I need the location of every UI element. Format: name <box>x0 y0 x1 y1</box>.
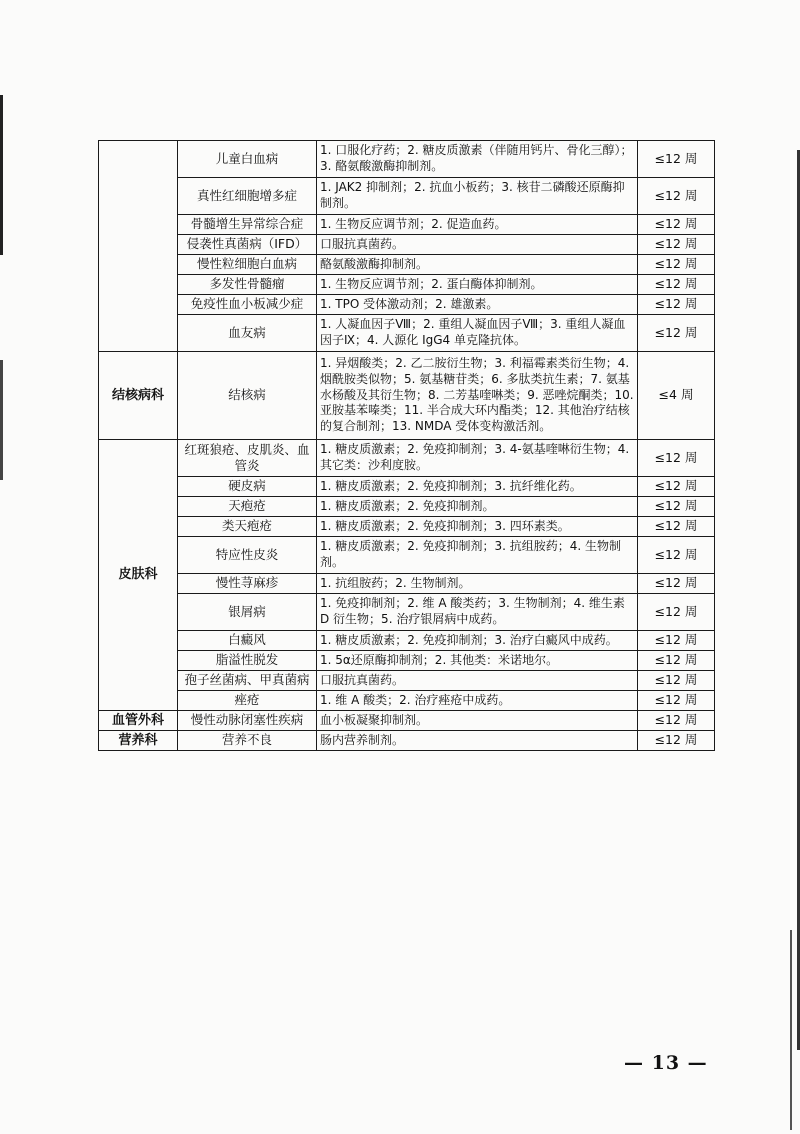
duration-cell: ≤12 周 <box>638 477 715 497</box>
table-row <box>99 631 715 651</box>
table-row <box>99 477 715 497</box>
disease-cell: 结核病 <box>178 352 317 440</box>
drug-cell: 1. 口服化疗药；2. 糖皮质激素（伴随用钙片、骨化三醇）；3. 酪氨酸激酶抑制剂。 <box>317 141 638 178</box>
drug-cell: 1. TPO 受体激动剂；2. 雄激素。 <box>317 295 638 315</box>
table-row <box>99 711 715 731</box>
table-row <box>99 537 715 574</box>
duration-cell: ≤12 周 <box>638 275 715 295</box>
medication-duration-table <box>98 140 715 751</box>
disease-cell: 孢子丝菌病、甲真菌病 <box>178 671 317 691</box>
table-row <box>99 651 715 671</box>
table-row <box>99 497 715 517</box>
disease-cell: 慢性动脉闭塞性疾病 <box>178 711 317 731</box>
disease-cell: 骨髓增生异常综合症 <box>178 215 317 235</box>
disease-cell: 免疫性血小板减少症 <box>178 295 317 315</box>
scan-edge-mark <box>0 95 3 255</box>
department-cell <box>99 141 178 352</box>
drug-cell: 1. 糖皮质激素；2. 免疫抑制剂；3. 4-氨基喹啉衍生物；4. 其它类：沙利度胺。 <box>317 440 638 477</box>
table-row <box>99 235 715 255</box>
duration-cell: ≤12 周 <box>638 574 715 594</box>
duration-cell: ≤12 周 <box>638 215 715 235</box>
disease-cell: 类天疱疮 <box>178 517 317 537</box>
disease-cell: 血友病 <box>178 315 317 352</box>
drug-cell: 酪氨酸激酶抑制剂。 <box>317 255 638 275</box>
table-row <box>99 574 715 594</box>
disease-cell: 多发性骨髓瘤 <box>178 275 317 295</box>
duration-cell: ≤4 周 <box>638 352 715 440</box>
disease-cell: 银屑病 <box>178 594 317 631</box>
disease-cell: 儿童白血病 <box>178 141 317 178</box>
duration-cell: ≤12 周 <box>638 295 715 315</box>
drug-cell: 血小板凝聚抑制剂。 <box>317 711 638 731</box>
duration-cell: ≤12 周 <box>638 255 715 275</box>
drug-cell: 1. 5α还原酶抑制剂；2. 其他类：米诺地尔。 <box>317 651 638 671</box>
drug-cell: 1. JAK2 抑制剂；2. 抗血小板药；3. 核苷二磷酸还原酶抑制剂。 <box>317 178 638 215</box>
drug-cell: 1. 免疫抑制剂；2. 维 A 酸类药；3. 生物制剂；4. 维生素 D 衍生物；5. 治疗银屑病中成药。 <box>317 594 638 631</box>
page-number: — 13 — <box>624 1052 708 1074</box>
disease-cell: 慢性荨麻疹 <box>178 574 317 594</box>
disease-cell: 白癜风 <box>178 631 317 651</box>
disease-cell: 侵袭性真菌病（IFD） <box>178 235 317 255</box>
duration-cell: ≤12 周 <box>638 651 715 671</box>
drug-cell: 1. 糖皮质激素；2. 免疫抑制剂；3. 抗纤维化药。 <box>317 477 638 497</box>
duration-cell: ≤12 周 <box>638 731 715 751</box>
table-row <box>99 178 715 215</box>
drug-cell: 肠内营养制剂。 <box>317 731 638 751</box>
drug-cell: 1. 人凝血因子Ⅷ；2. 重组人凝血因子Ⅷ；3. 重组人凝血因子Ⅸ；4. 人源化 IgG4 单克隆抗体。 <box>317 315 638 352</box>
duration-cell: ≤12 周 <box>638 537 715 574</box>
disease-cell: 真性红细胞增多症 <box>178 178 317 215</box>
table-row <box>99 352 715 440</box>
disease-cell: 天疱疮 <box>178 497 317 517</box>
disease-cell: 营养不良 <box>178 731 317 751</box>
table-row <box>99 215 715 235</box>
table-row <box>99 594 715 631</box>
drug-cell: 1. 糖皮质激素；2. 免疫抑制剂；3. 抗组胺药；4. 生物制剂。 <box>317 537 638 574</box>
duration-cell: ≤12 周 <box>638 141 715 178</box>
department-cell: 结核病科 <box>99 352 178 440</box>
drug-cell: 1. 糖皮质激素；2. 免疫抑制剂；3. 四环素类。 <box>317 517 638 537</box>
table-row <box>99 255 715 275</box>
table-row <box>99 315 715 352</box>
drug-cell: 1. 糖皮质激素；2. 免疫抑制剂。 <box>317 497 638 517</box>
disease-cell: 硬皮病 <box>178 477 317 497</box>
duration-cell: ≤12 周 <box>638 235 715 255</box>
drug-cell: 1. 生物反应调节剂；2. 促造血药。 <box>317 215 638 235</box>
table-row <box>99 671 715 691</box>
duration-cell: ≤12 周 <box>638 594 715 631</box>
duration-cell: ≤12 周 <box>638 691 715 711</box>
duration-cell: ≤12 周 <box>638 497 715 517</box>
duration-cell: ≤12 周 <box>638 178 715 215</box>
disease-cell: 脂溢性脱发 <box>178 651 317 671</box>
duration-cell: ≤12 周 <box>638 315 715 352</box>
disease-cell: 特应性皮炎 <box>178 537 317 574</box>
department-cell: 营养科 <box>99 731 178 751</box>
table-row <box>99 440 715 477</box>
duration-cell: ≤12 周 <box>638 440 715 477</box>
duration-cell: ≤12 周 <box>638 711 715 731</box>
table-row <box>99 517 715 537</box>
drug-cell: 1. 糖皮质激素；2. 免疫抑制剂；3. 治疗白癜风中成药。 <box>317 631 638 651</box>
disease-cell: 慢性粒细胞白血病 <box>178 255 317 275</box>
drug-cell: 口服抗真菌药。 <box>317 671 638 691</box>
scan-edge-mark <box>0 360 3 480</box>
drug-cell: 1. 抗组胺药；2. 生物制剂。 <box>317 574 638 594</box>
table-row <box>99 275 715 295</box>
duration-cell: ≤12 周 <box>638 671 715 691</box>
table-row <box>99 691 715 711</box>
table-row <box>99 141 715 178</box>
table-row <box>99 295 715 315</box>
drug-cell: 口服抗真菌药。 <box>317 235 638 255</box>
department-cell: 血管外科 <box>99 711 178 731</box>
department-cell: 皮肤科 <box>99 440 178 711</box>
disease-cell: 红斑狼疮、皮肌炎、血管炎 <box>178 440 317 477</box>
duration-cell: ≤12 周 <box>638 631 715 651</box>
drug-cell: 1. 维 A 酸类；2. 治疗痤疮中成药。 <box>317 691 638 711</box>
disease-cell: 痤疮 <box>178 691 317 711</box>
duration-cell: ≤12 周 <box>638 517 715 537</box>
table-row <box>99 731 715 751</box>
drug-cell: 1. 异烟酸类；2. 乙二胺衍生物；3. 利福霉素类衍生物；4. 烟酰胺类似物；5. 氨基糖苷类；6. 多肽类抗生素；7. 氨基水杨酸及其衍生物；8. 二芳基喹啉类；9. 恶唑烷酮类；10. 亚胺基苯嗪类；11. 半合成大环内酯类；12. 其他治疗结核的复合制剂；13. NMDA 受体变构激活剂。 <box>317 352 638 440</box>
drug-cell: 1. 生物反应调节剂；2. 蛋白酶体抑制剂。 <box>317 275 638 295</box>
scan-edge-mark <box>790 930 792 1130</box>
